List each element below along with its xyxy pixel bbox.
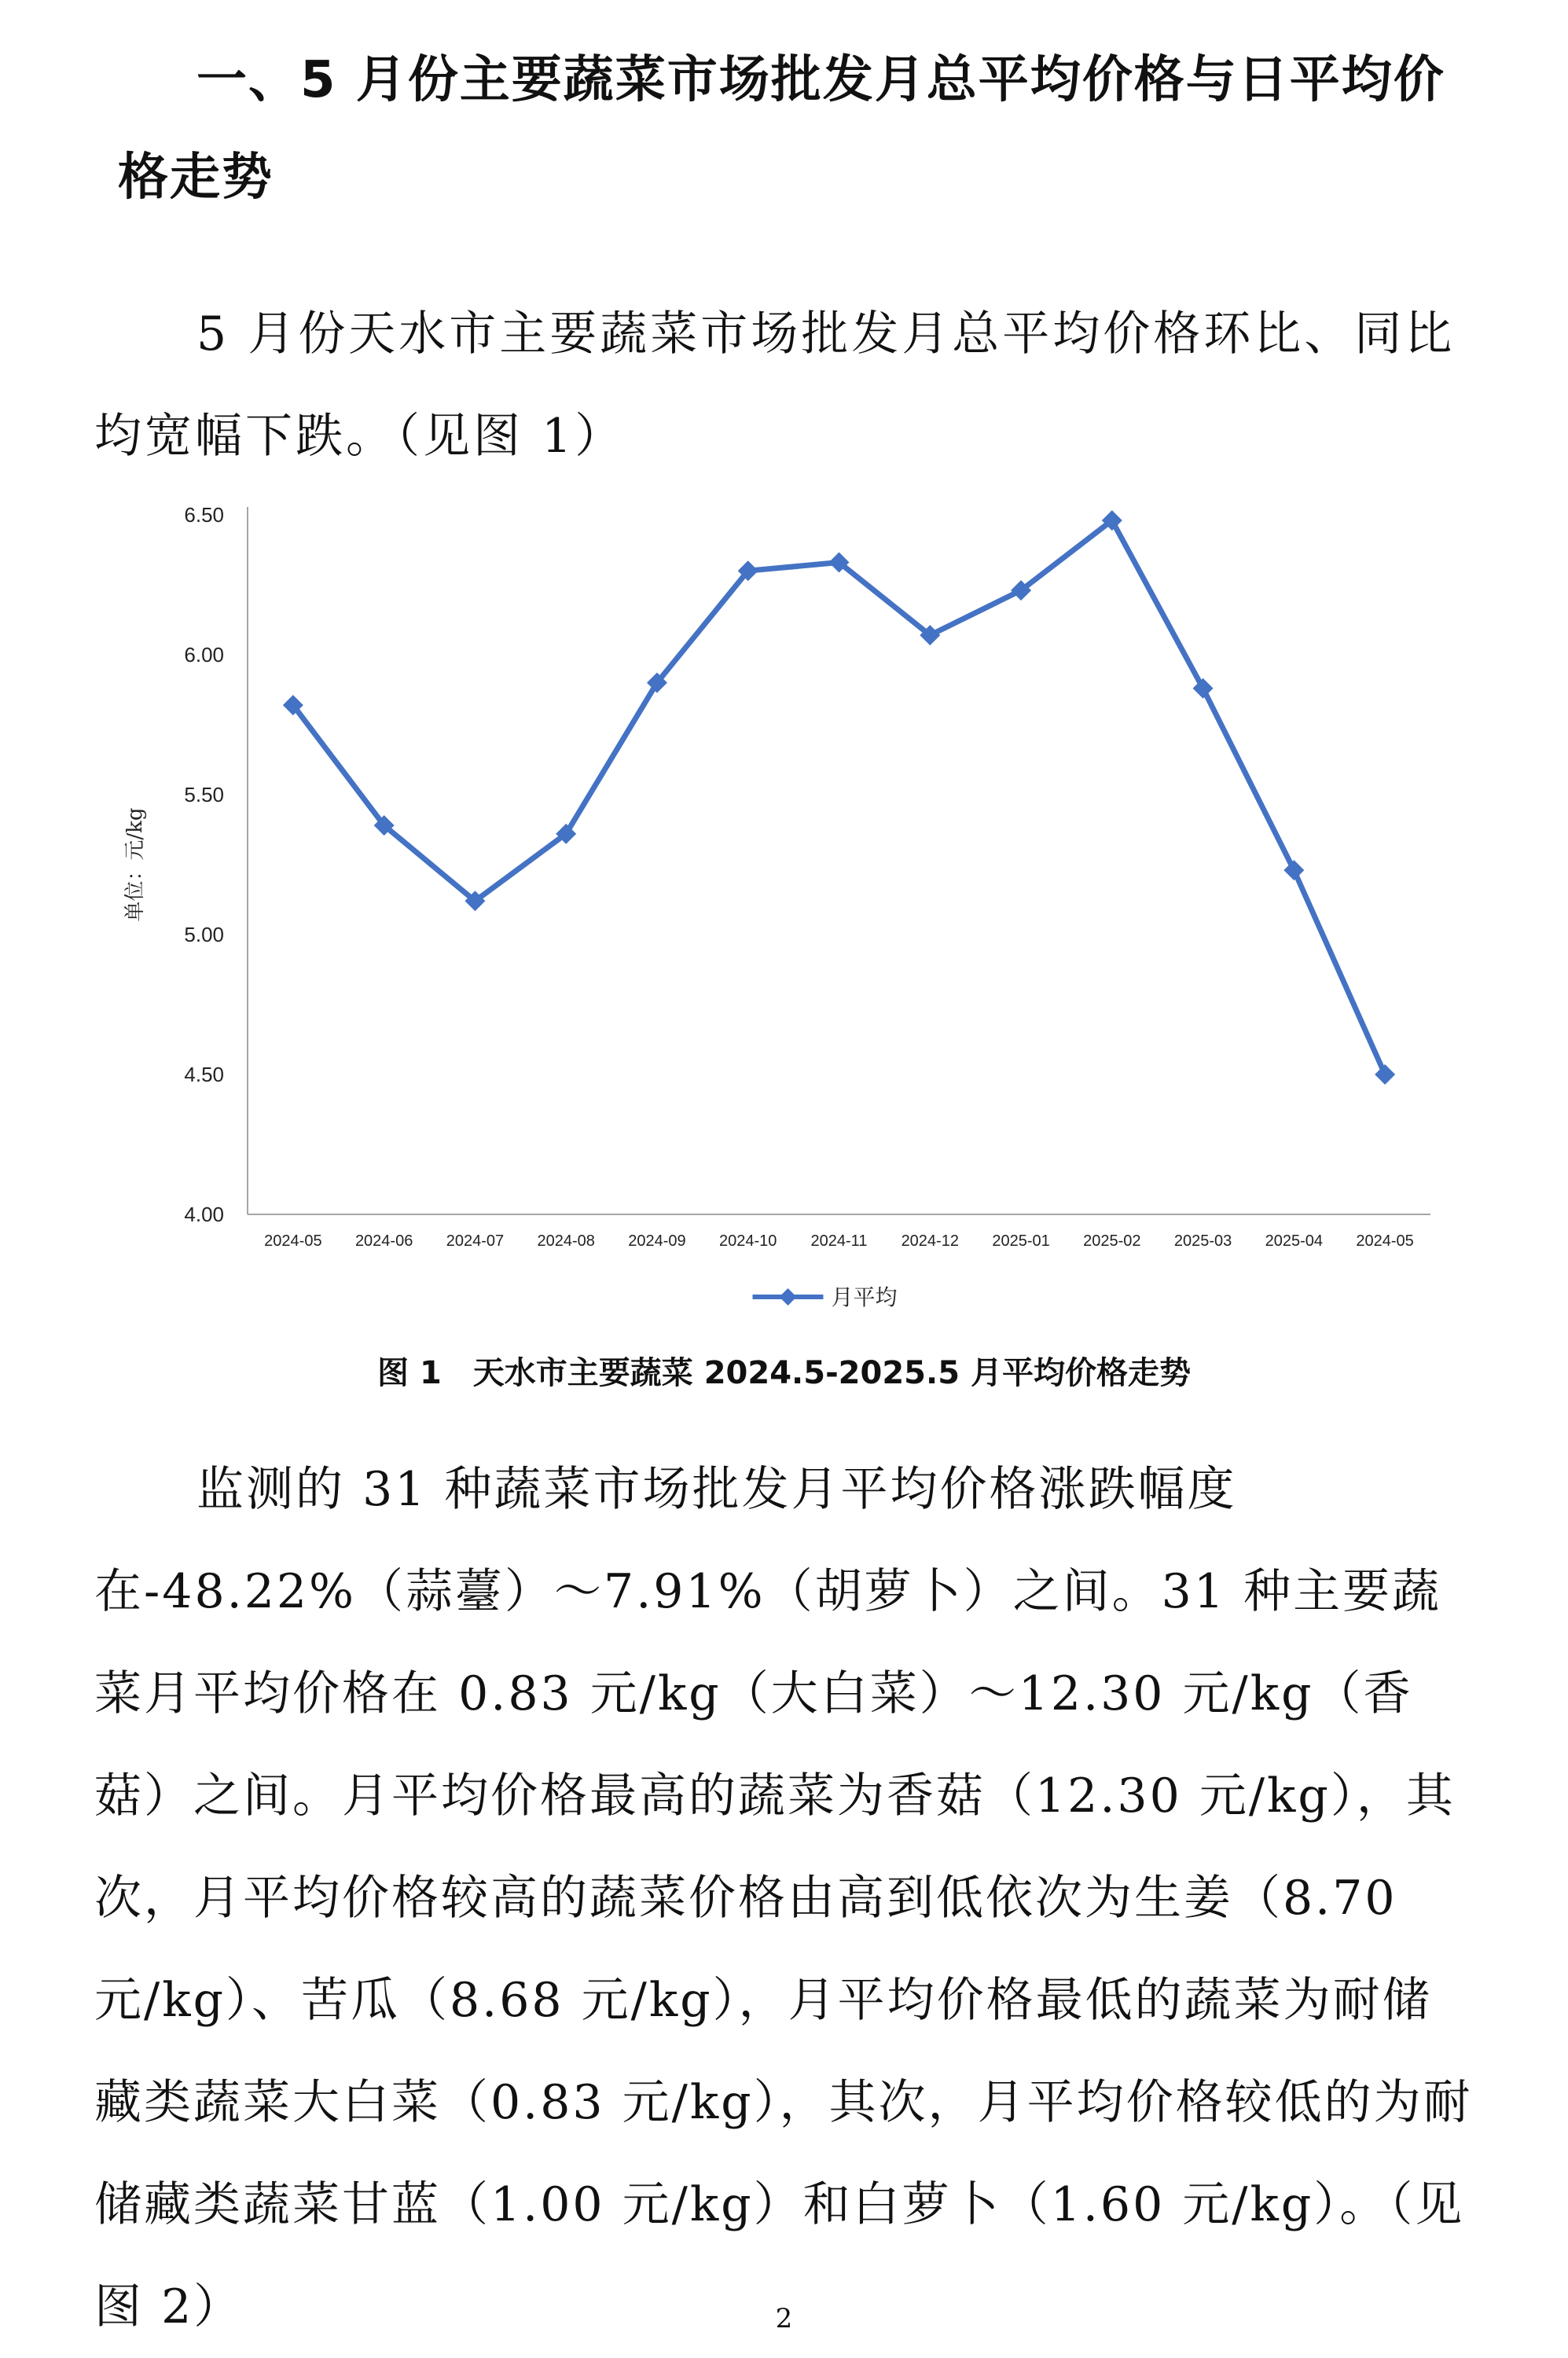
series-line-monthly-avg	[293, 520, 1385, 1074]
legend-label: 月平均	[831, 1284, 898, 1310]
x-tick-label: 2024-05	[264, 1232, 322, 1250]
x-tick-label: 2025-01	[992, 1232, 1050, 1250]
x-tick-label: 2024-06	[354, 1232, 413, 1250]
y-tick-label: 5.00	[184, 923, 224, 946]
intro-paragraph: 5 月份天水市主要蔬菜市场批发月总平均价格环比、同比均宽幅下跌。（见图 1）	[94, 307, 1456, 464]
y-tick-label: 5.50	[184, 783, 224, 806]
data-point-marker	[1283, 860, 1304, 880]
section-heading-line2: 格走势	[118, 149, 274, 207]
legend-marker	[780, 1288, 797, 1306]
price-trend-chart	[94, 487, 1462, 1336]
x-tick-label: 2024-11	[810, 1232, 868, 1250]
y-tick-label: 4.00	[184, 1203, 224, 1226]
x-tick-label: 2024-09	[628, 1232, 686, 1250]
page-number: 2	[775, 2303, 793, 2334]
data-point-marker	[1375, 1064, 1395, 1085]
section-heading	[94, 31, 1478, 226]
x-tick-label: 2024-10	[719, 1232, 777, 1250]
x-tick-label: 2025-04	[1265, 1232, 1324, 1250]
x-tick-label: 2024-07	[446, 1232, 505, 1250]
y-tick-label: 4.50	[184, 1063, 224, 1086]
y-tick-label: 6.50	[184, 503, 224, 527]
y-axis-title: 单位：元/kg	[123, 807, 147, 922]
x-tick-label: 2024-12	[901, 1232, 959, 1250]
x-tick-label: 2025-02	[1083, 1232, 1141, 1250]
x-tick-label: 2024-08	[537, 1232, 595, 1250]
chart-canvas	[94, 487, 1462, 1336]
y-tick-label: 6.00	[184, 643, 224, 667]
analysis-paragraph: 监测的 31 种蔬菜市场批发月平均价格涨跌幅度在-48.22%（蒜薹）～7.91%（胡萝卜）之间。31 种主要蔬菜月平均价格在 0.83 元/kg（大白菜）～12.30 元/kg（香菇）之间。月平均价格最高的蔬菜为香菇（12.30 元/kg），其次，月平均价格较高的蔬菜价格由高到低依次为生姜（8.70 元/kg）、苦瓜（8.68 元/kg），月平均价格最低的蔬菜为耐储藏类蔬菜大白菜（0.83 元/kg），其次，月平均价格较低的为耐储藏类蔬菜甘蓝（1.00 元/kg）和白萝卜（1.60 元/kg）。（见图 2）	[94, 1462, 1473, 2334]
section-heading-line1: 一、5 月份主要蔬菜市场批发月总平均价格与日平均价	[196, 51, 1445, 109]
x-tick-label: 2025-03	[1173, 1232, 1232, 1250]
figure-caption: 图 1 天水市主要蔬菜 2024.5-2025.5 月平均价格走势	[377, 1355, 1191, 1391]
x-tick-label: 2024-05	[1356, 1232, 1414, 1250]
data-point-marker	[1193, 678, 1214, 699]
